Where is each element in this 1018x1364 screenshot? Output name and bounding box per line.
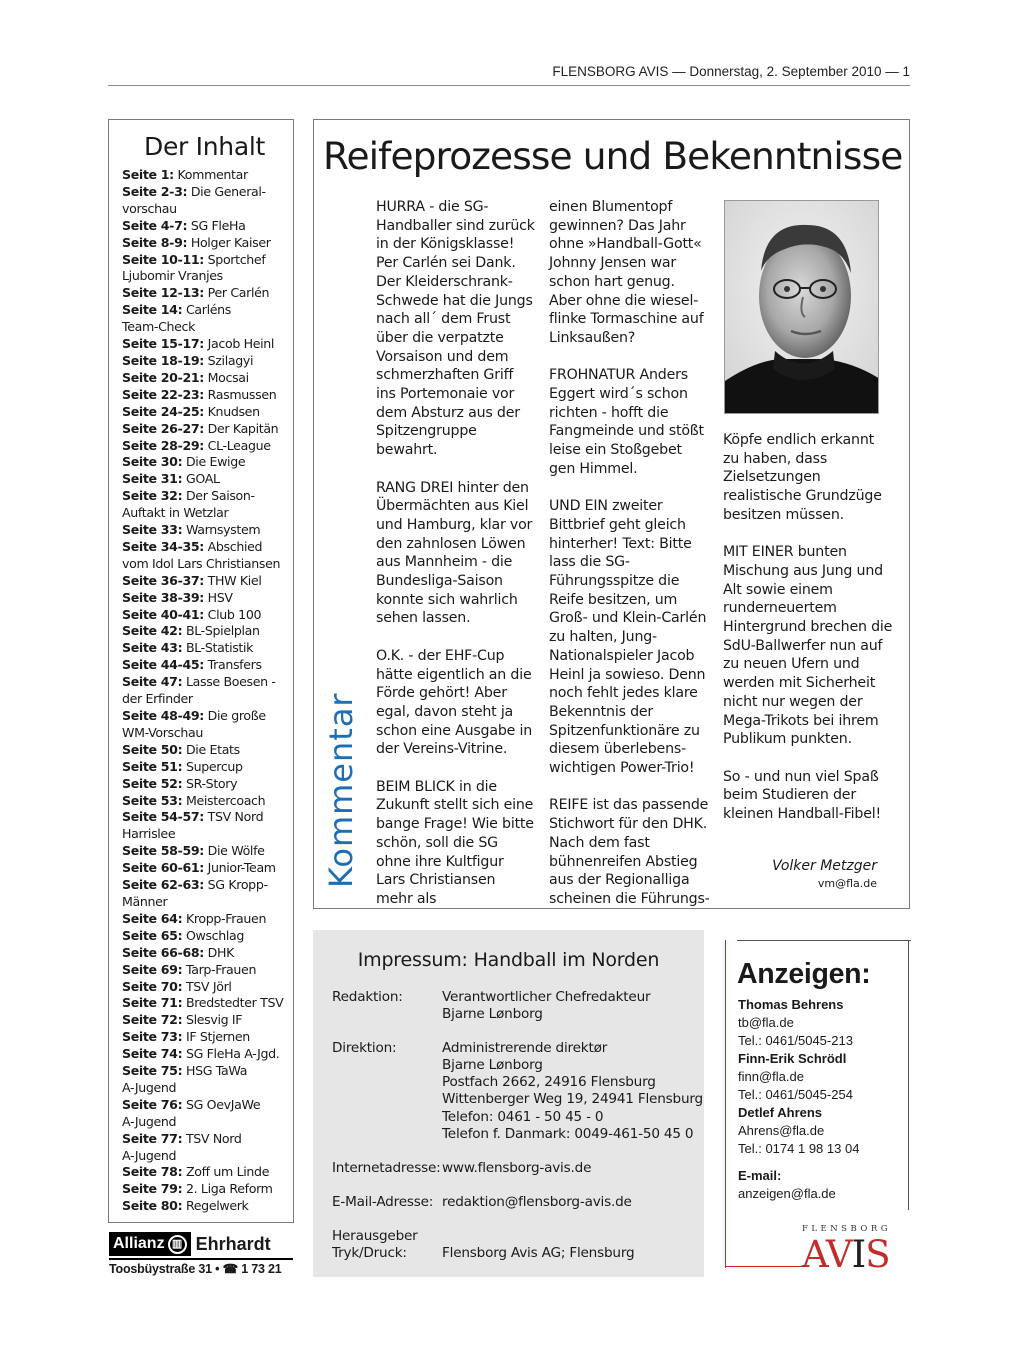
toc-item <box>122 1148 287 1165</box>
paragraph: BEIM BLICK in die Zukunft stellt sich eine bange Frage! Wie bitte schön, soll die SG ohne ihre Kultfigur Lars Christiansen mehr als <box>376 778 534 907</box>
toc-page: Seite 50: <box>122 741 183 757</box>
toc-page: Seite 76: <box>122 1096 183 1112</box>
headline: Reifeprozesse und Bekenntnisse <box>323 134 903 178</box>
divider <box>726 1266 806 1267</box>
toc-item <box>122 674 287 691</box>
toc-text: SG FleHa A-Jgd. <box>182 1046 280 1062</box>
toc-text: HSG TaWa <box>182 1063 248 1079</box>
sponsor-address: Toosbüystraße 31 • ☎ 1 73 21 <box>109 1258 293 1276</box>
toc-item <box>122 235 287 252</box>
toc-text: DHK <box>204 944 235 960</box>
toc-page: Seite 71: <box>122 995 183 1011</box>
toc-title: Der Inhalt <box>144 132 265 161</box>
toc-page: Seite 2-3: <box>122 183 188 199</box>
toc-item <box>122 979 287 996</box>
author-photo <box>724 200 879 414</box>
toc-text: Der Kapitän <box>204 420 279 436</box>
toc-text: WM-Vorschau <box>122 724 203 740</box>
toc-page: Seite 26-27: <box>122 420 204 436</box>
toc-page: Seite 15-17: <box>122 336 204 352</box>
toc-text: A-Jugend <box>122 1113 177 1129</box>
toc-item <box>122 725 287 742</box>
toc-page: Seite 77: <box>122 1130 183 1146</box>
toc-text: 2. Liga Reform <box>182 1181 273 1197</box>
contact-name: Detlef Ahrens <box>738 1105 823 1120</box>
toc-page: Seite 60-61: <box>122 860 204 876</box>
spacer <box>738 1158 859 1167</box>
toc-item <box>122 268 287 285</box>
toc-text: vom Idol Lars Christiansen <box>122 555 281 571</box>
toc-item <box>122 167 287 184</box>
paragraph: So - und nun viel Spaß beim Studieren der kleinen Handball-Fibel! <box>723 768 881 823</box>
ads-email: anzeigen@fla.de <box>738 1186 836 1201</box>
toc-item <box>122 438 287 455</box>
toc-text: CL-League <box>204 437 271 453</box>
table-of-contents <box>108 119 294 1223</box>
toc-item <box>122 1198 287 1215</box>
impressum-value: www.flensborg-avis.de <box>442 1159 592 1176</box>
toc-item <box>122 623 287 640</box>
toc-text: Die General- <box>187 183 266 199</box>
impressum-box <box>313 930 704 1277</box>
paragraph: MIT EINER bunten Mischung aus Jung und Alt sowie einem runderneuertem Hintergrund brechen die SdU-Ballwerfer nun auf zu neuen Ufern und werden mit Sicherheit nicht nur wegen der Mega-Trikots bei ihrem Publikum punkten. <box>723 544 893 748</box>
toc-item <box>122 285 287 302</box>
toc-page: Seite 4-7: <box>122 217 188 233</box>
toc-page: Seite 30: <box>122 454 183 470</box>
toc-page: Seite 22-23: <box>122 386 204 402</box>
toc-item <box>122 928 287 945</box>
toc-item <box>122 1114 287 1131</box>
toc-text: TSV Nord <box>204 809 264 825</box>
toc-item <box>122 759 287 776</box>
toc-item <box>122 556 287 573</box>
toc-text: SG Kropp- <box>204 877 268 893</box>
toc-text: Ljubomir Vranjes <box>122 268 223 284</box>
toc-item <box>122 826 287 843</box>
toc-item <box>122 302 287 319</box>
toc-text: Die Ewige <box>182 454 246 470</box>
toc-item <box>122 590 287 607</box>
impressum-row <box>332 1228 704 1262</box>
toc-text: Auftakt in Wetzlar <box>122 505 229 521</box>
toc-text: Team-Check <box>122 319 196 335</box>
toc-item <box>122 184 287 201</box>
toc-item <box>122 691 287 708</box>
toc-text: SG OevJaWe <box>182 1096 261 1112</box>
column-1 <box>376 198 536 927</box>
paragraph: RANG DREI hinter den Übermächten aus Kiel und Hamburg, klar vor den zahnlosen Löwen aus Mannheim - die Bundesliga-Saison konnte sich wahrlich sehen lassen. <box>376 479 533 627</box>
toc-text: Transfers <box>204 657 262 673</box>
toc-item <box>122 1131 287 1148</box>
toc-text: Die Wölfe <box>204 843 265 859</box>
toc-item <box>122 911 287 928</box>
toc-page: Seite 36-37: <box>122 572 204 588</box>
toc-text: IF Stjernen <box>182 1029 250 1045</box>
toc-item <box>122 1097 287 1114</box>
toc-item <box>122 640 287 657</box>
toc-page: Seite 20-21: <box>122 369 204 385</box>
toc-text: TSV Nord <box>182 1130 242 1146</box>
toc-item <box>122 1046 287 1063</box>
masthead: FLENSBORG AVIS — Donnerstag, 2. September 2010 — 1 <box>108 64 910 86</box>
toc-page: Seite 33: <box>122 522 183 538</box>
toc-text: Zoff um Linde <box>182 1164 270 1180</box>
toc-item <box>122 421 287 438</box>
toc-text: Owschlag <box>182 927 245 943</box>
toc-page: Seite 32: <box>122 488 183 504</box>
toc-text: A-Jugend <box>122 1147 177 1163</box>
contact-phone: Tel.: 0174 1 98 13 04 <box>738 1141 860 1156</box>
allianz-logo: Allianz ▥ <box>109 1232 191 1256</box>
allianz-eagle-icon: ▥ <box>168 1235 187 1254</box>
toc-page: Seite 75: <box>122 1063 183 1079</box>
email-label: E-mail: <box>738 1168 782 1183</box>
toc-page: Seite 24-25: <box>122 403 204 419</box>
impressum-key: Herausgeber Tryk/Druck: <box>332 1227 418 1262</box>
toc-page: Seite 62-63: <box>122 877 204 893</box>
contact-email: finn@fla.de <box>738 1069 804 1084</box>
toc-text: SG FleHa <box>187 217 246 233</box>
toc-item <box>122 657 287 674</box>
toc-page: Seite 72: <box>122 1012 183 1028</box>
toc-text: Warnsystem <box>182 522 261 538</box>
paragraph: UND EIN zweiter Bittbrief geht gleich hinterher! Text: Bitte lass die SG-Führungsspitze die Reife besitzen, um Groß- und Klein-Carlén zu halten, Jung-Nationalspieler Jacob Heinl ja sowieso. Denn noch fehlt jedes klare Bekenntnis der Spitzenfunktionäre zu diesem überlebens-wichtigen Power-Trio! <box>549 498 707 777</box>
toc-page: Seite 69: <box>122 961 183 977</box>
paragraph: Köpfe endlich erkannt zu haben, dass Zielsetzungen realistische Grundzüge besitzen müssen. <box>723 432 882 523</box>
toc-page: Seite 1: <box>122 167 174 182</box>
toc-text: Carléns <box>182 302 231 318</box>
impressum-key: Internetadresse: <box>332 1159 441 1176</box>
author-email: vm@fla.de <box>817 877 877 890</box>
flensborg-avis-logo: FLENSBORG AVIS <box>802 1224 892 1276</box>
toc-page: Seite 52: <box>122 775 183 791</box>
toc-text: A-Jugend <box>122 1079 177 1095</box>
toc-text: Bredstedter TSV <box>182 995 284 1011</box>
column-2 <box>549 198 711 927</box>
sponsor-name: Ehrhardt <box>195 1233 271 1254</box>
toc-page: Seite 43: <box>122 640 183 656</box>
toc-text: HSV <box>204 589 233 605</box>
toc-item <box>122 454 287 471</box>
toc-item <box>122 1063 287 1080</box>
anzeigen-box <box>725 940 910 1276</box>
toc-text: Die Etats <box>182 741 240 757</box>
toc-page: Seite 42: <box>122 623 183 639</box>
toc-page: Seite 47: <box>122 674 183 690</box>
toc-page: Seite 10-11: <box>122 251 204 267</box>
toc-page: Seite 12-13: <box>122 285 204 301</box>
toc-item <box>122 201 287 218</box>
impressum-value: Flensborg Avis AG; Flensburg <box>442 1245 635 1262</box>
divider <box>908 940 909 1210</box>
toc-page: Seite 74: <box>122 1046 183 1062</box>
toc-page: Seite 8-9: <box>122 234 188 250</box>
toc-page: Seite 80: <box>122 1198 183 1214</box>
toc-list <box>122 167 287 1215</box>
toc-item <box>122 793 287 810</box>
contact-email: tb@fla.de <box>738 1015 794 1030</box>
toc-item <box>122 488 287 505</box>
toc-item <box>122 742 287 759</box>
toc-text: Supercup <box>182 758 243 774</box>
paragraph: O.K. - der EHF-Cup hätte eigentlich an die Förde gehört! Aber egal, davon steht ja schon eine Ausgabe in der Vereins-Vitrine. <box>376 647 533 758</box>
impressum-key: Direktion: <box>332 1040 397 1057</box>
toc-page: Seite 58-59: <box>122 843 204 859</box>
toc-text: Kropp-Frauen <box>182 910 267 926</box>
impressum-title: Impressum: Handball im Norden <box>357 949 660 971</box>
toc-page: Seite 64: <box>122 910 183 926</box>
toc-item <box>122 607 287 624</box>
toc-text: Jacob Heinl <box>204 336 275 352</box>
toc-text: Sportchef <box>204 251 266 267</box>
toc-item <box>122 860 287 877</box>
toc-text: Harrislee <box>122 826 176 842</box>
toc-item <box>122 387 287 404</box>
toc-page: Seite 70: <box>122 978 183 994</box>
toc-text: Per Carlén <box>204 285 270 301</box>
contact-phone: Tel.: 0461/5045-254 <box>738 1087 853 1102</box>
toc-item <box>122 505 287 522</box>
divider <box>737 940 911 941</box>
toc-item <box>122 336 287 353</box>
toc-text: Lasse Boesen - <box>182 674 276 690</box>
paragraph: HURRA - die SG-Handballer sind zurück in der Königsklasse! Per Carlén sei Dank. Der Kleiderschrank-Schwede hat die Jungs nach all´ dem Frust über die verpatzte Vorsaison und dem schmerzhaften Griff ins Portemonaie vor dem Absturz aus der Spitzengruppe bewahrt. <box>376 199 535 459</box>
toc-text: Knudsen <box>204 403 260 419</box>
impressum-rows <box>332 989 704 1262</box>
toc-item <box>122 877 287 894</box>
toc-text: Holger Kaiser <box>187 234 271 250</box>
toc-item <box>122 962 287 979</box>
impressum-key: Redaktion: <box>332 989 403 1005</box>
contact-email: Ahrens@fla.de <box>738 1123 825 1138</box>
toc-text: der Erfinder <box>122 691 193 707</box>
kommentar-box <box>313 119 910 909</box>
toc-item <box>122 522 287 539</box>
toc-item <box>122 1164 287 1181</box>
toc-page: Seite 78: <box>122 1164 183 1180</box>
contact-name: Finn-Erik Schrödl <box>738 1051 847 1066</box>
paragraph: einen Blumentopf gewinnen? Das Jahr ohne »Handball-Gott« Johnny Jensen war schon hart genug. Aber ohne die wiesel-flinke Tormaschine auf Linksaußen? <box>549 199 704 346</box>
toc-item <box>122 370 287 387</box>
toc-item <box>122 708 287 725</box>
toc-text: Rasmussen <box>204 386 277 402</box>
toc-item <box>122 843 287 860</box>
toc-item <box>122 404 287 421</box>
contact-phone: Tel.: 0461/5045-213 <box>738 1033 853 1048</box>
toc-item <box>122 1029 287 1046</box>
impressum-value: Administrerende direktør Bjarne Lønborg Postfach 2662, 24916 Flensburg Wittenberger Weg 19, 24941 Flensburg Telefon: 0461 - 50 45 - 0 Telefon f. Danmark: 0049-461-50 45 0 <box>442 1040 703 1142</box>
toc-page: Seite 51: <box>122 758 183 774</box>
toc-text: SR-Story <box>182 775 238 791</box>
section-label: Kommentar <box>322 692 360 888</box>
toc-page: Seite 38-39: <box>122 589 204 605</box>
toc-item <box>122 471 287 488</box>
toc-page: Seite 34-35: <box>122 538 204 554</box>
impressum-row <box>332 1194 704 1211</box>
toc-item <box>122 809 287 826</box>
toc-page: Seite 18-19: <box>122 352 204 368</box>
paragraph: REIFE ist das passende Stichwort für den DHK. Nach dem fast bühnenreifen Abstieg aus der Regionalliga scheinen die Führungs- <box>549 797 710 907</box>
impressum-row <box>332 1160 704 1177</box>
toc-item <box>122 1012 287 1029</box>
toc-item <box>122 776 287 793</box>
toc-text: Junior-Team <box>204 860 276 876</box>
toc-item <box>122 539 287 556</box>
author-name: Volker Metzger <box>772 858 877 874</box>
toc-page: Seite 28-29: <box>122 437 204 453</box>
toc-item <box>122 252 287 269</box>
toc-item <box>122 353 287 370</box>
sponsor-ad <box>109 1232 293 1274</box>
toc-page: Seite 54-57: <box>122 809 204 825</box>
toc-page: Seite 73: <box>122 1029 183 1045</box>
toc-text: Der Saison- <box>182 488 255 504</box>
toc-text: Die große <box>204 708 266 723</box>
toc-text: TSV Jörl <box>182 978 232 994</box>
toc-text: THW Kiel <box>204 572 262 588</box>
toc-page: Seite 48-49: <box>122 708 204 723</box>
toc-text: GOAL <box>182 471 220 487</box>
toc-item <box>122 1181 287 1198</box>
toc-item <box>122 894 287 911</box>
anzeigen-title: Anzeigen: <box>737 958 871 990</box>
toc-item <box>122 945 287 962</box>
toc-text: Regelwerk <box>182 1198 249 1214</box>
toc-page: Seite 40-41: <box>122 606 204 622</box>
toc-page: Seite 31: <box>122 471 183 487</box>
paragraph: FROHNATUR Anders Eggert wird´s schon richten - hofft die Fangmeinde und stößt leise ein Stoßgebet gen Himmel. <box>549 367 704 477</box>
toc-text: BL-Statistik <box>182 640 254 656</box>
portrait-image <box>725 201 879 414</box>
toc-text: Mocsai <box>204 369 249 385</box>
toc-text: vorschau <box>122 200 177 216</box>
toc-text: Slesvig IF <box>182 1012 243 1028</box>
impressum-key: E-Mail-Adresse: <box>332 1193 434 1210</box>
toc-text: Tarp-Frauen <box>182 961 257 977</box>
toc-item <box>122 218 287 235</box>
ad-contacts <box>738 996 859 1203</box>
column-3 <box>723 431 893 842</box>
toc-text: Club 100 <box>204 606 262 622</box>
impressum-row <box>332 989 704 1023</box>
toc-item <box>122 573 287 590</box>
toc-item <box>122 995 287 1012</box>
toc-text: Männer <box>122 893 168 909</box>
impressum-value: redaktion@flensborg-avis.de <box>442 1193 632 1210</box>
impressum-row <box>332 1040 704 1143</box>
toc-item <box>122 319 287 336</box>
toc-page: Seite 44-45: <box>122 657 204 673</box>
toc-text: Szilagyi <box>204 352 254 368</box>
toc-text: Meistercoach <box>182 792 266 808</box>
toc-page: Seite 79: <box>122 1181 183 1197</box>
toc-item <box>122 1080 287 1097</box>
toc-page: Seite 14: <box>122 302 183 318</box>
contact-name: Thomas Behrens <box>738 997 844 1012</box>
impressum-value: Verantwortlicher Chefredakteur Bjarne Lønborg <box>442 989 651 1023</box>
toc-text: Abschied <box>204 538 263 554</box>
toc-text: Kommentar <box>173 167 248 182</box>
toc-text: BL-Spielplan <box>182 623 260 639</box>
toc-page: Seite 66-68: <box>122 944 204 960</box>
toc-page: Seite 65: <box>122 927 183 943</box>
toc-page: Seite 53: <box>122 792 183 808</box>
